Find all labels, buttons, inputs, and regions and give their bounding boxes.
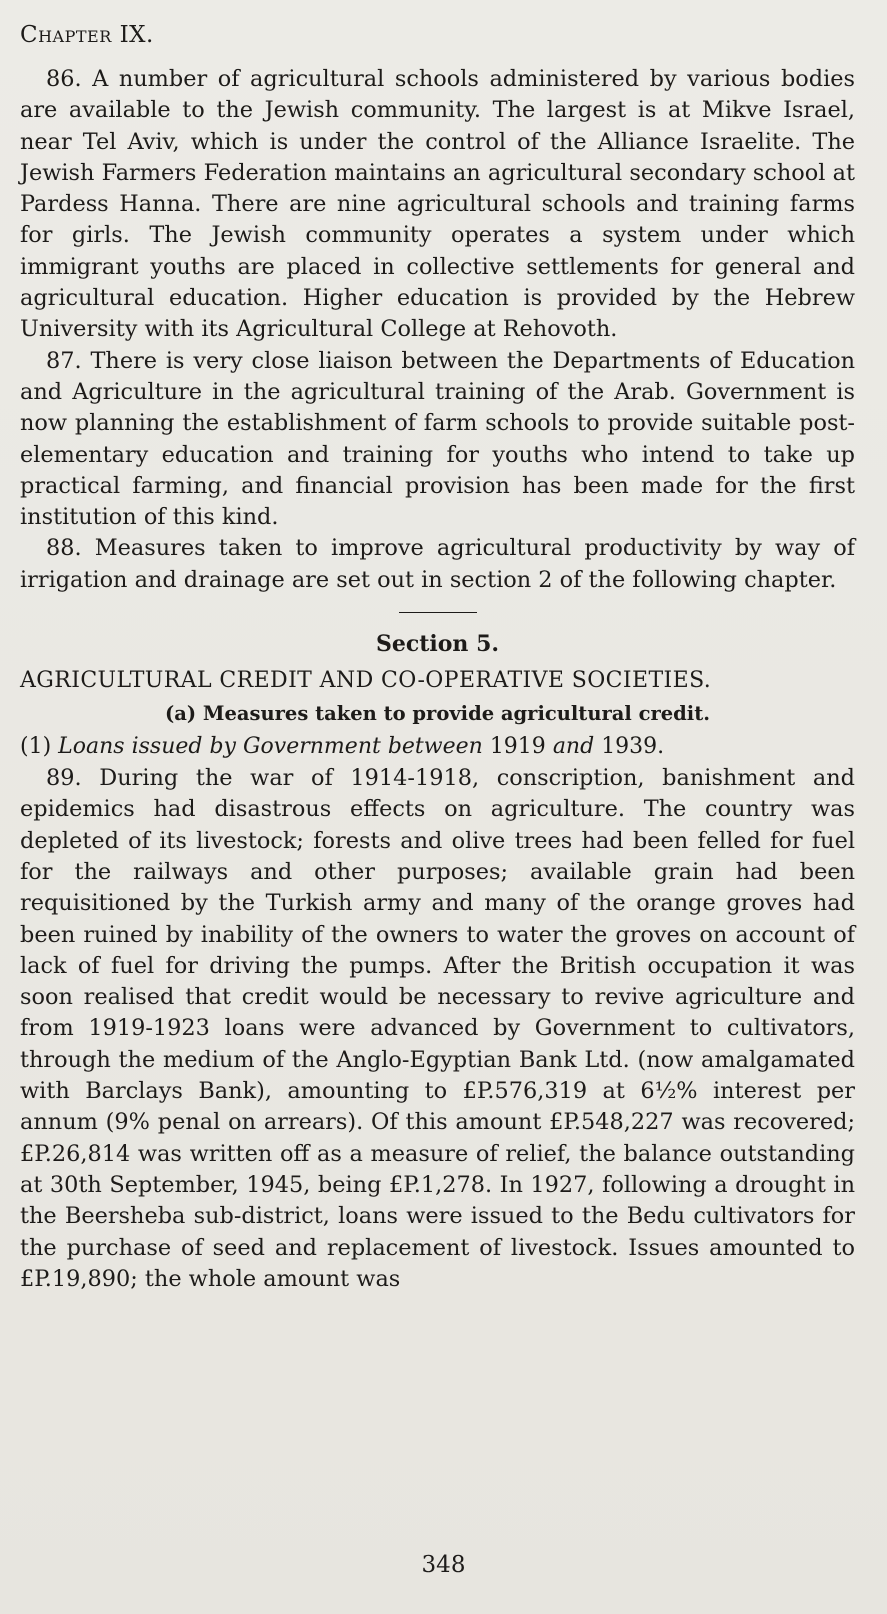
subsection-text-b: and	[552, 734, 595, 760]
subsection-year-b: 1939.	[601, 734, 665, 760]
chapter-heading: Chapter IX.	[20, 22, 154, 48]
section-title: Section 5.	[375, 631, 500, 658]
section-heading: AGRICULTURAL CREDIT AND CO-OPERATIVE SOCIETIES.	[20, 668, 712, 694]
page-number: 348	[421, 1552, 466, 1578]
paragraph-89: 89. During the war of 1914-1918, conscription, banishment and epidemics had disastrous effects on agriculture. The country was depleted of its livestock; forests and olive trees had been felled for fuel for the railways and other purposes; available grain had been requisitioned by the Turkish army and many of the orange groves had been ruined by inability of the owners to water the groves on account of lack of fuel for driving the pumps. After the British occupation it was soon realised that credit would be necessary to revive agriculture and from 1919-1923 loans were advanced by Government to cultivators, through the medium of the Anglo-Egyptian Bank Ltd. (now amalgamated with Barclays Bank), amounting to £P.576,319 at 6½% interest per annum (9% penal on arrears). Of this amount £P.548,227 was recovered; £P.26,814 was written off as a measure of relief, the balance outstanding at 30th September, 1945, being £P.1,278. In 1927, following a drought in the Beersheba sub-district, loans were issued to the Bedu cultivators for the purchase of seed and replacement of livestock. Issues amounted to £P.19,890; the whole amount was	[20, 765, 855, 1292]
paragraph-88: 88. Measures taken to improve agricultural productivity by way of irrigation and drainage are set out in section 2 of the following chapter.	[20, 535, 855, 593]
subsection-number: (1)	[20, 734, 52, 760]
paragraph-86: 86. A number of agricultural schools administered by various bodies are available to the Jewish community. The largest is at Mikve Israel, near Tel Aviv, which is under the control of the Alliance Israelite. The Jewish Farmers Federation maintains an agricultural secondary school at Pardess Hanna. There are nine agricultural schools and training farms for girls. The Jewish community operates a system under which immigrant youths are placed in collective settlements for general and agricultural education. Higher education is provided by the Hebrew University with its Agricultural College at Rehovoth.	[20, 66, 855, 343]
paragraph-87: 87. There is very close liaison between the Departments of Education and Agriculture in the agricultural training of the Arab. Government is now planning the establishment of farm schools to provide suitable post-elementary education and training for youths who intend to take up practical farming, and financial provision has been made for the first institution of this kind.	[20, 347, 855, 531]
section-divider	[399, 612, 477, 613]
subsection-year-a: 1919	[489, 734, 546, 760]
subsection-text-a: Loans issued by Government between	[58, 734, 483, 760]
subsection-title	[20, 731, 855, 763]
subsection-heading: (a) Measures taken to provide agricultural credit.	[164, 702, 710, 726]
